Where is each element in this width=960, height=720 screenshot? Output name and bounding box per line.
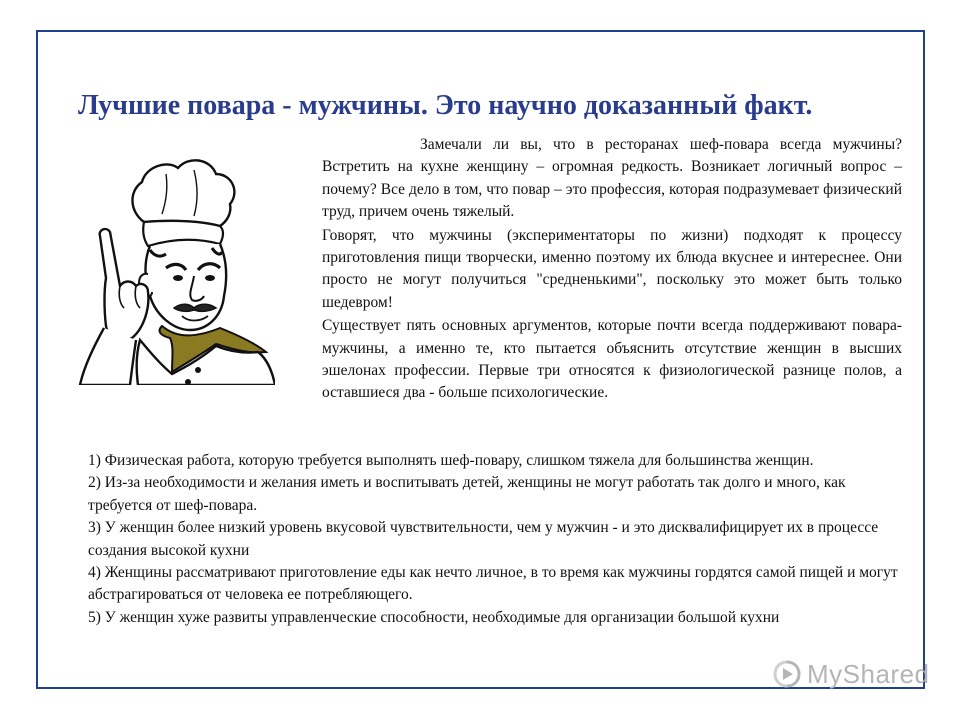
intro-paragraph-2: Говорят, что мужчины (экспериментаторы по жизни) подходят к процессу приготовления пищи творчески, именно поэтому их блюда вкуснее и интереснее. Они просто не могут получиться "средненькими", поскольку это может быть только шедевром!	[322, 226, 902, 311]
argument-item: 1) Физическая работа, которую требуется выполнять шеф-повару, слишком тяжела для большинства женщин.	[88, 452, 814, 469]
intro-text	[322, 134, 902, 406]
watermark	[772, 656, 930, 692]
watermark-text: MyShared	[807, 658, 930, 689]
argument-item: 4) Женщины рассматривают приготовление еды как нечто личное, в то время как мужчины гордятся самой пищей и могут абстрагироваться от человека ее потребляющего.	[88, 564, 898, 604]
myshared-logo-icon	[772, 659, 802, 689]
argument-item: 3) У женщин более низкий уровень вкусовой чувствительности, чем у мужчин - и это дисквалифицирует их в процессе создания высокой кухни	[88, 519, 879, 559]
chef-illustration	[70, 140, 275, 385]
argument-item: 5) У женщин хуже развиты управленческие способности, необходимые для организации большой кухни	[88, 608, 780, 626]
intro-paragraph-3: Существует пять основных аргументов, которые почти всегда поддерживают повара-мужчины, а именно те, кто пытается объяснить отсутствие женщин в высших эшелонах профессии. Первые три относятся к физиологической разнице полов, а оставшиеся два - больше психологические.	[322, 317, 902, 402]
arguments-list	[88, 450, 898, 629]
argument-item: 2) Из-за необходимости и желания иметь и воспитывать детей, женщины не могут работать так долго и много, как требуется от шеф-повара.	[88, 474, 846, 514]
intro-paragraph-1: Замечали ли вы, что в ресторанах шеф-повара всегда мужчины? Встретить на кухне женщину – огромная редкость. Возникает логичный вопрос – почему? Все дело в том, что повар – это профессия, которая подразумевает физический труд, причем очень тяжелый.	[322, 136, 902, 221]
slide-title: Лучшие повара - мужчины. Это научно доказанный факт.	[78, 90, 813, 121]
